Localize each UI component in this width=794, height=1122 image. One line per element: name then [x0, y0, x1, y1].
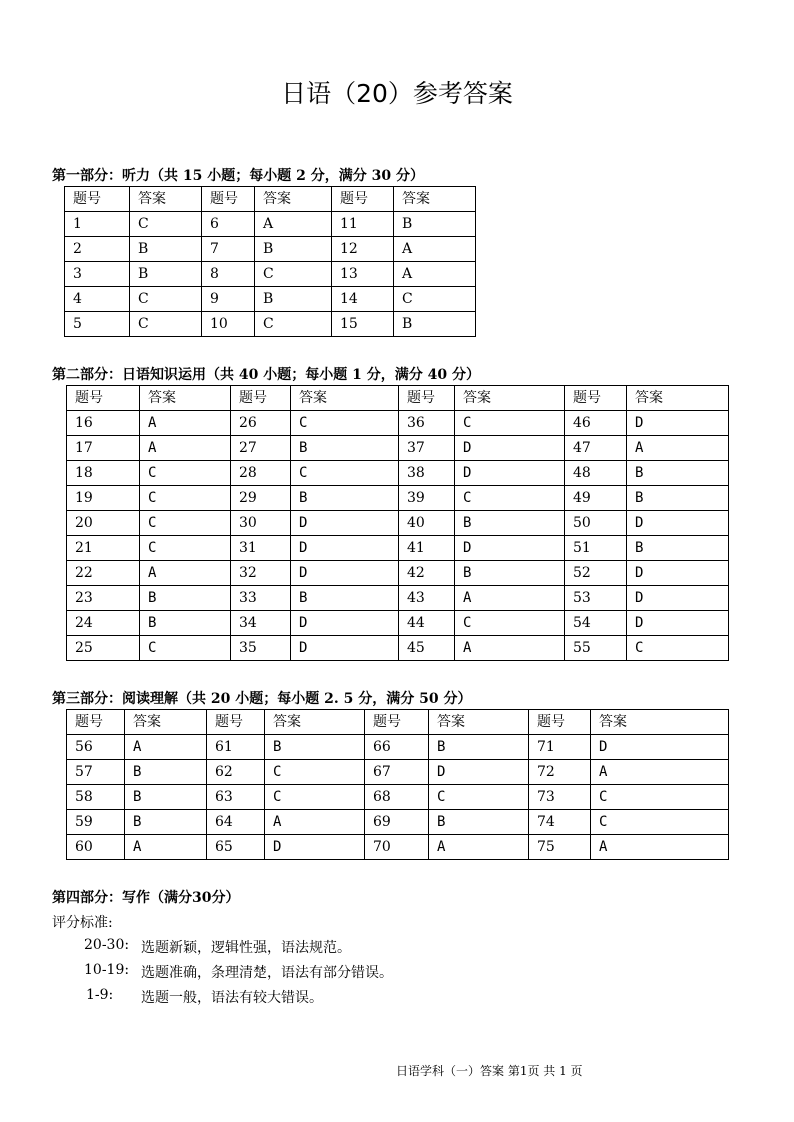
question-number: 33: [231, 586, 291, 611]
header-answer: 答案: [125, 710, 207, 735]
question-number: 36: [399, 411, 455, 436]
criteria-range-3: 1-9:: [86, 987, 114, 1003]
table-row: [67, 810, 729, 835]
criteria-range-2: 10-19:: [84, 962, 130, 978]
question-number: 1: [65, 212, 130, 237]
question-number: 66: [365, 735, 429, 760]
part4-heading: 第四部分：写作（满分30分）: [52, 890, 240, 906]
question-number: 18: [67, 461, 140, 486]
table-row: [65, 287, 476, 312]
answer-letter: A: [255, 212, 332, 237]
question-number: 16: [67, 411, 140, 436]
answer-letter: C: [394, 287, 476, 312]
question-number: 19: [67, 486, 140, 511]
table-row: [67, 636, 729, 661]
answer-letter: C: [455, 486, 565, 511]
header-question-no: 题号: [529, 710, 591, 735]
answer-letter: B: [394, 212, 476, 237]
question-number: 2: [65, 237, 130, 262]
answer-letter: B: [255, 287, 332, 312]
table-row: [67, 461, 729, 486]
answer-letter: D: [291, 636, 399, 661]
answer-letter: C: [429, 785, 529, 810]
answer-letter: A: [140, 411, 231, 436]
answer-letter: D: [627, 561, 729, 586]
answer-letter: C: [140, 536, 231, 561]
answer-letter: B: [140, 586, 231, 611]
header-answer: 答案: [140, 386, 231, 411]
answer-letter: B: [125, 760, 207, 785]
question-number: 15: [332, 312, 394, 337]
answer-letter: D: [265, 835, 365, 860]
answer-letter: C: [140, 511, 231, 536]
question-number: 9: [202, 287, 255, 312]
criteria-text-2: 选题准确，条理清楚，语法有部分错误。: [141, 965, 393, 981]
question-number: 35: [231, 636, 291, 661]
question-number: 52: [565, 561, 627, 586]
answer-letter: B: [291, 586, 399, 611]
answer-letter: B: [255, 237, 332, 262]
answer-letter: A: [591, 760, 729, 785]
question-number: 60: [67, 835, 125, 860]
answer-letter: C: [627, 636, 729, 661]
part1-answer-table: [64, 186, 476, 337]
question-number: 4: [65, 287, 130, 312]
table-header-row: [67, 710, 729, 735]
answer-letter: B: [125, 810, 207, 835]
question-number: 23: [67, 586, 140, 611]
header-question-no: 题号: [332, 187, 394, 212]
part3-answer-table: [66, 709, 729, 860]
header-question-no: 题号: [565, 386, 627, 411]
answer-letter: B: [394, 312, 476, 337]
header-question-no: 题号: [231, 386, 291, 411]
answer-letter: D: [455, 536, 565, 561]
question-number: 31: [231, 536, 291, 561]
answer-letter: B: [429, 810, 529, 835]
table-row: [67, 436, 729, 461]
answer-letter: D: [291, 511, 399, 536]
answer-letter: A: [394, 262, 476, 287]
table-row: [67, 486, 729, 511]
question-number: 5: [65, 312, 130, 337]
question-number: 69: [365, 810, 429, 835]
answer-letter: B: [627, 486, 729, 511]
question-number: 10: [202, 312, 255, 337]
question-number: 20: [67, 511, 140, 536]
question-number: 51: [565, 536, 627, 561]
table-row: [67, 611, 729, 636]
question-number: 7: [202, 237, 255, 262]
table-row: [67, 586, 729, 611]
table-row: [67, 561, 729, 586]
answer-letter: B: [455, 511, 565, 536]
header-answer: 答案: [255, 187, 332, 212]
header-answer: 答案: [591, 710, 729, 735]
header-answer: 答案: [265, 710, 365, 735]
question-number: 43: [399, 586, 455, 611]
question-number: 74: [529, 810, 591, 835]
page-title: 日语（20）参考答案: [281, 79, 513, 108]
answer-letter: C: [140, 636, 231, 661]
answer-letter: A: [591, 835, 729, 860]
table-header-row: [65, 187, 476, 212]
table-row: [67, 760, 729, 785]
question-number: 17: [67, 436, 140, 461]
table-row: [67, 511, 729, 536]
answer-letter: C: [130, 312, 202, 337]
answer-letter: C: [265, 760, 365, 785]
question-number: 41: [399, 536, 455, 561]
question-number: 22: [67, 561, 140, 586]
header-answer: 答案: [291, 386, 399, 411]
question-number: 58: [67, 785, 125, 810]
question-number: 14: [332, 287, 394, 312]
question-number: 47: [565, 436, 627, 461]
answer-letter: D: [291, 561, 399, 586]
question-number: 71: [529, 735, 591, 760]
header-answer: 答案: [627, 386, 729, 411]
answer-letter: A: [429, 835, 529, 860]
question-number: 54: [565, 611, 627, 636]
question-number: 6: [202, 212, 255, 237]
question-number: 44: [399, 611, 455, 636]
criteria-range-1: 20-30:: [84, 937, 130, 953]
question-number: 24: [67, 611, 140, 636]
table-row: [65, 237, 476, 262]
question-number: 45: [399, 636, 455, 661]
table-row: [65, 212, 476, 237]
question-number: 21: [67, 536, 140, 561]
question-number: 40: [399, 511, 455, 536]
question-number: 46: [565, 411, 627, 436]
question-number: 67: [365, 760, 429, 785]
answer-letter: B: [627, 536, 729, 561]
header-answer: 答案: [394, 187, 476, 212]
answer-letter: B: [265, 735, 365, 760]
answer-letter: A: [265, 810, 365, 835]
answer-letter: C: [265, 785, 365, 810]
question-number: 73: [529, 785, 591, 810]
question-number: 11: [332, 212, 394, 237]
answer-letter: C: [140, 461, 231, 486]
answer-letter: C: [291, 461, 399, 486]
answer-letter: C: [130, 212, 202, 237]
header-answer: 答案: [130, 187, 202, 212]
part1-heading: 第一部分：听力（共 15 小题；每小题 2 分，满分 30 分）: [52, 168, 424, 184]
question-number: 72: [529, 760, 591, 785]
question-number: 29: [231, 486, 291, 511]
question-number: 65: [207, 835, 265, 860]
question-number: 64: [207, 810, 265, 835]
criteria-text-3: 选题一般，语法有较大错误。: [141, 990, 323, 1006]
question-number: 27: [231, 436, 291, 461]
answer-letter: D: [627, 511, 729, 536]
answer-letter: C: [255, 262, 332, 287]
question-number: 75: [529, 835, 591, 860]
question-number: 13: [332, 262, 394, 287]
answer-letter: B: [291, 486, 399, 511]
part2-answer-table: [66, 385, 729, 661]
header-question-no: 题号: [202, 187, 255, 212]
question-number: 55: [565, 636, 627, 661]
header-answer: 答案: [429, 710, 529, 735]
question-number: 34: [231, 611, 291, 636]
question-number: 28: [231, 461, 291, 486]
table-row: [65, 312, 476, 337]
answer-letter: D: [591, 735, 729, 760]
question-number: 61: [207, 735, 265, 760]
answer-letter: A: [455, 636, 565, 661]
part3-heading: 第三部分：阅读理解（共 20 小题；每小题 2. 5 分，满分 50 分）: [52, 691, 472, 707]
table-row: [67, 835, 729, 860]
answer-letter: D: [627, 411, 729, 436]
header-question-no: 题号: [365, 710, 429, 735]
question-number: 26: [231, 411, 291, 436]
answer-letter: D: [291, 611, 399, 636]
answer-letter: D: [429, 760, 529, 785]
answer-letter: D: [455, 461, 565, 486]
answer-letter: A: [455, 586, 565, 611]
question-number: 30: [231, 511, 291, 536]
header-question-no: 题号: [65, 187, 130, 212]
question-number: 3: [65, 262, 130, 287]
question-number: 38: [399, 461, 455, 486]
table-row: [67, 411, 729, 436]
question-number: 68: [365, 785, 429, 810]
answer-letter: A: [627, 436, 729, 461]
question-number: 42: [399, 561, 455, 586]
header-question-no: 题号: [67, 386, 140, 411]
answer-letter: B: [429, 735, 529, 760]
answer-letter: C: [455, 611, 565, 636]
question-number: 37: [399, 436, 455, 461]
answer-letter: B: [140, 611, 231, 636]
question-number: 49: [565, 486, 627, 511]
answer-letter: C: [255, 312, 332, 337]
question-number: 39: [399, 486, 455, 511]
answer-letter: D: [627, 586, 729, 611]
question-number: 50: [565, 511, 627, 536]
answer-letter: C: [591, 810, 729, 835]
table-row: [65, 262, 476, 287]
answer-letter: A: [125, 835, 207, 860]
question-number: 59: [67, 810, 125, 835]
table-row: [67, 785, 729, 810]
answer-letter: C: [140, 486, 231, 511]
answer-letter: B: [291, 436, 399, 461]
question-number: 8: [202, 262, 255, 287]
answer-letter: B: [125, 785, 207, 810]
answer-letter: D: [455, 436, 565, 461]
header-question-no: 题号: [399, 386, 455, 411]
answer-letter: C: [130, 287, 202, 312]
answer-letter: B: [130, 237, 202, 262]
answer-letter: B: [627, 461, 729, 486]
table-header-row: [67, 386, 729, 411]
answer-letter: D: [627, 611, 729, 636]
answer-letter: C: [291, 411, 399, 436]
answer-letter: C: [455, 411, 565, 436]
header-answer: 答案: [455, 386, 565, 411]
question-number: 25: [67, 636, 140, 661]
header-question-no: 题号: [207, 710, 265, 735]
answer-letter: D: [291, 536, 399, 561]
header-question-no: 题号: [67, 710, 125, 735]
question-number: 70: [365, 835, 429, 860]
page-footer: 日语学科（一）答案 第1页 共 1 页: [396, 1064, 583, 1078]
criteria-label: 评分标准:: [52, 915, 113, 931]
answer-letter: A: [394, 237, 476, 262]
table-row: [67, 735, 729, 760]
answer-letter: B: [455, 561, 565, 586]
answer-letter: C: [591, 785, 729, 810]
question-number: 62: [207, 760, 265, 785]
part2-heading: 第二部分：日语知识运用（共 40 小题；每小题 1 分，满分 40 分）: [52, 367, 480, 383]
answer-letter: A: [140, 561, 231, 586]
question-number: 12: [332, 237, 394, 262]
answer-letter: B: [130, 262, 202, 287]
answer-letter: A: [125, 735, 207, 760]
question-number: 53: [565, 586, 627, 611]
question-number: 57: [67, 760, 125, 785]
question-number: 56: [67, 735, 125, 760]
question-number: 32: [231, 561, 291, 586]
question-number: 63: [207, 785, 265, 810]
table-row: [67, 536, 729, 561]
question-number: 48: [565, 461, 627, 486]
criteria-text-1: 选题新颖，逻辑性强，语法规范。: [141, 940, 351, 956]
answer-letter: A: [140, 436, 231, 461]
